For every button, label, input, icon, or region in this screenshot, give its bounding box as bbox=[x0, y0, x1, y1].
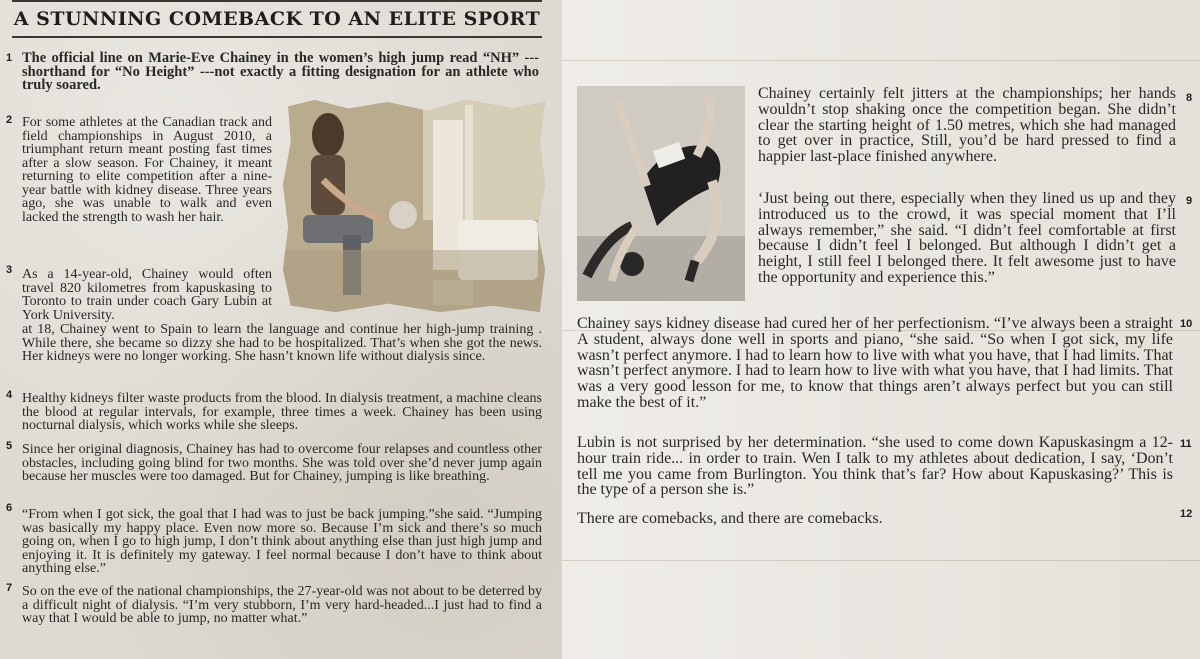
closing-line: There are comebacks, and there are comebacks. bbox=[577, 510, 883, 527]
dialysis-photo bbox=[283, 100, 545, 312]
body-paragraph: Since her original diagnosis, Chainey has had to overcome four relapses and countless other obstacles, including going blind for two months. She was told over she’d never jump again because her muscles were too damaged. But for Chainey, jumping is like breathing. bbox=[22, 442, 542, 484]
paper-crease bbox=[562, 560, 1200, 561]
paragraph-number: 11 bbox=[1180, 438, 1192, 450]
high-jump-illustration bbox=[577, 86, 745, 301]
paragraph-number: 4 bbox=[6, 389, 13, 401]
body-paragraph-b: at 18, Chainey went to Spain to learn the language and continue her high-jump training . While there, she became so dizzy she had to be hospitalized. That’s when she got the news. Her kidneys were no longer working. She hasn’t known life without dialysis since. bbox=[22, 322, 542, 364]
paragraph-number: 8 bbox=[1186, 92, 1193, 104]
body-paragraph: Lubin is not surprised by her determination. “she used to come down Kapuskasingm a 12-hour train ride... in order to train. Wen I talk to my athletes about dedication, I say, ‘Don’t tell me you came from Burlington. You think that’s far? How about Kapuskasing?’ This is the type of a person she is.” bbox=[577, 434, 1173, 499]
body-paragraph: “From when I got sick, the goal that I had was to just be back jumping.”she said. “Jumping was basically my happy place. Even now more so. Because I’m sick and there’s so much going on, when I go to high jump, I don’t think about anything else than just high jump and enjoying it. It is definitely my gateway. I feel normal because I don’t have to think about anything else.” bbox=[22, 507, 542, 576]
paragraph-number: 12 bbox=[1180, 508, 1193, 520]
paragraph-number: 6 bbox=[6, 502, 13, 514]
high-jump-photo bbox=[577, 86, 745, 301]
body-paragraph: Chainey certainly felt jitters at the championships; her hands wouldn’t stop shaking once the competition began. She didn’t clear the starting height of 1.50 metres, which she had managed to get over in practice, Still, you’d be hard pressed to find a happier last-place finished anywhere. bbox=[758, 85, 1176, 166]
paragraph-number: 10 bbox=[1180, 318, 1193, 330]
paragraph-number: 5 bbox=[6, 440, 13, 452]
body-paragraph: So on the eve of the national championships, the 27-year-old was not about to be deterred by a difficult night of dialysis. “I’m very stubborn, I’m very hard-headed...I just had to find a way that I would be able to jump, no matter what.” bbox=[22, 584, 542, 626]
paragraph-number: 3 bbox=[6, 264, 13, 276]
paragraph-number: 1 bbox=[6, 52, 13, 64]
paragraph-number: 9 bbox=[1186, 195, 1193, 207]
headline: A STUNNING COMEBACK TO AN ELITE SPORT bbox=[12, 0, 542, 38]
paper-crease bbox=[562, 60, 1200, 61]
body-paragraph: Chainey says kidney disease had cured her of her perfectionism. “I’ve always been a straight A student, always done well in sports and piano, “she said. “So when I got sick, my life wasn’t perfect anymore. I had to learn how to live with what you have, that I had limits. That wasn’t perfect anymore. I had to learn how to live with what you have, that I had limits. That was a very good lesson for me, to know that things aren’t always perfect but you can still make the best of it.” bbox=[577, 315, 1173, 411]
body-paragraph: For some athletes at the Canadian track and field championships in August 2010, a triumphant return meant posting fast times after a slow season. For Chainey, it meant returning to elite competition after a nine-year battle with kidney disease. Three years ago, she was unable to walk and even lacked the strength to wash her hair. bbox=[22, 115, 272, 225]
dialysis-photo-illustration bbox=[283, 100, 545, 312]
body-paragraph-a: As a 14-year-old, Chainey would often travel 820 kilometres from kapuskasing to Toronto to train under coach Gary Lubin at York University. bbox=[22, 267, 272, 323]
body-paragraph: ‘Just being out there, especially when they lined us up and they introduced us to the crowd, it was special moment that I’ll always remember,” she said. “I didn’t feel comfortable at first because I didn’t feel I belonged. But although I didn’t get a height, I still feel I belonged there. It felt awesome just to have the opportunity and experience this.” bbox=[758, 190, 1176, 286]
lead-paragraph: The official line on Marie-Eve Chainey in the women’s high jump read “NH” ---shorthand for “No Height” ---not exactly a fitting designation for an athlete who truly soared. bbox=[22, 50, 539, 93]
paragraph-number: 7 bbox=[6, 582, 13, 594]
paragraph-number: 2 bbox=[6, 114, 13, 126]
body-paragraph: Healthy kidneys filter waste products from the blood. In dialysis treatment, a machine cleans the blood at regular intervals, for example, three times a week. Chainey has been using nocturnal dialysis, which works while she sleeps. bbox=[22, 391, 542, 433]
